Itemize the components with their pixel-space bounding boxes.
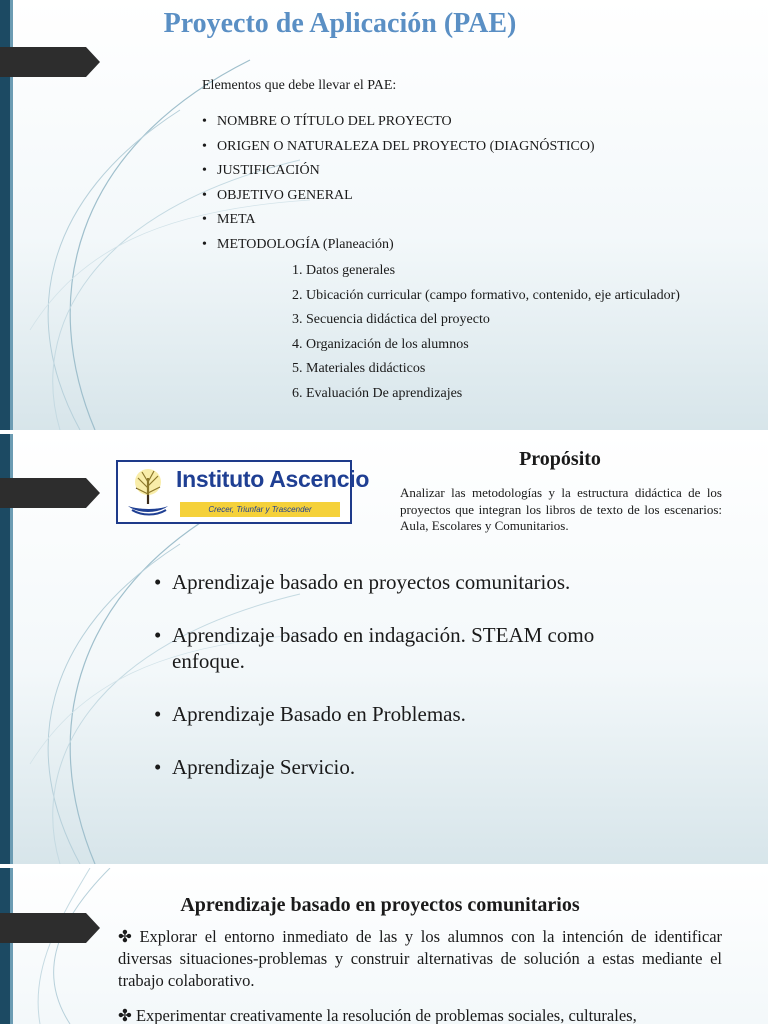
list-item-text: JUSTIFICACIÓN: [217, 163, 320, 179]
bullet-glyph: •: [202, 138, 207, 154]
list-item-text: ORIGEN O NATURALEZA DEL PROYECTO (DIAGNÓSTICO): [217, 138, 595, 154]
approaches-list: [154, 569, 654, 807]
sidebar-edge: [10, 868, 13, 1024]
intro-text: Elementos que debe llevar el PAE:: [202, 78, 397, 93]
list-item-text: META: [217, 212, 256, 228]
paragraph-text: Experimentar creativamente la resolución de problemas sociales, culturales,: [135, 1006, 637, 1024]
list-item-text: OBJETIVO GENERAL: [217, 187, 353, 203]
logo-name: Instituto Ascencio: [176, 466, 370, 492]
list-item: 5. Materiales didácticos: [292, 361, 426, 377]
slide-3: [0, 868, 768, 1024]
list-item: [202, 184, 595, 209]
paragraph: [118, 926, 722, 992]
slide-1: [0, 0, 768, 430]
section-tab: [0, 913, 100, 943]
section-tab: [0, 478, 100, 508]
paragraph: [118, 1005, 722, 1024]
list-item: • Aprendizaje Servicio.: [154, 754, 654, 780]
slide-2: [0, 434, 768, 864]
purpose-text: Analizar las metodologías y la estructura didáctica de los proyectos que integran los libros de texto de los escenarios: Aula, Escolares y Comunitarios.: [400, 485, 722, 533]
bullet-glyph: •: [202, 236, 207, 252]
section-tab: [0, 47, 100, 77]
methodology-steps: [292, 259, 680, 407]
bullet-glyph: •: [202, 212, 207, 228]
bullet-glyph: •: [202, 163, 207, 179]
bullet-glyph: •: [202, 187, 207, 203]
list-item: 1. Datos generales: [292, 263, 396, 278]
list-item-text: NOMBRE O TÍTULO DEL PROYECTO: [217, 114, 452, 129]
list-item: [202, 135, 595, 160]
paragraph-text: Explorar el entorno inmediato de las y los alumnos con la intención de identificar diversas situaciones-problemas y construir alternativas de solución a estas mediante el trabajo colaborativo.: [118, 927, 723, 990]
list-item: 6. Evaluación De aprendizajes: [292, 385, 463, 401]
list-item: [202, 159, 595, 184]
bullet-glyph: •: [202, 114, 207, 129]
list-item: 4. Organización de los alumnos: [292, 336, 469, 352]
tree-icon: [124, 466, 172, 518]
section-title: Aprendizaje basado en proyectos comunitarios: [180, 894, 580, 916]
list-item: 3. Secuencia didáctica del proyecto: [292, 312, 490, 328]
elements-list: [202, 110, 595, 258]
logo-tagline: Crecer, Triunfar y Trascender: [180, 502, 340, 517]
list-item: [202, 110, 595, 135]
list-item-text: METODOLOGÍA (Planeación): [217, 236, 394, 252]
sidebar-bar: [0, 868, 10, 1024]
list-item: [202, 208, 595, 233]
list-item: • Aprendizaje basado en proyectos comunitarios.: [154, 569, 654, 595]
purpose-title: Propósito: [519, 448, 601, 470]
list-item: 2. Ubicación curricular (campo formativo, contenido, eje articulador): [292, 287, 680, 303]
list-item: [202, 233, 595, 258]
flower-bullet-icon: ✤: [118, 927, 132, 946]
slide-title: Proyecto de Aplicación (PAE): [163, 8, 517, 39]
list-item: • Aprendizaje basado en indagación. STEAM como enfoque.: [154, 622, 654, 674]
institute-logo: [116, 460, 370, 524]
flower-bullet-icon: ✤: [118, 1006, 132, 1024]
list-item: • Aprendizaje Basado en Problemas.: [154, 701, 654, 727]
